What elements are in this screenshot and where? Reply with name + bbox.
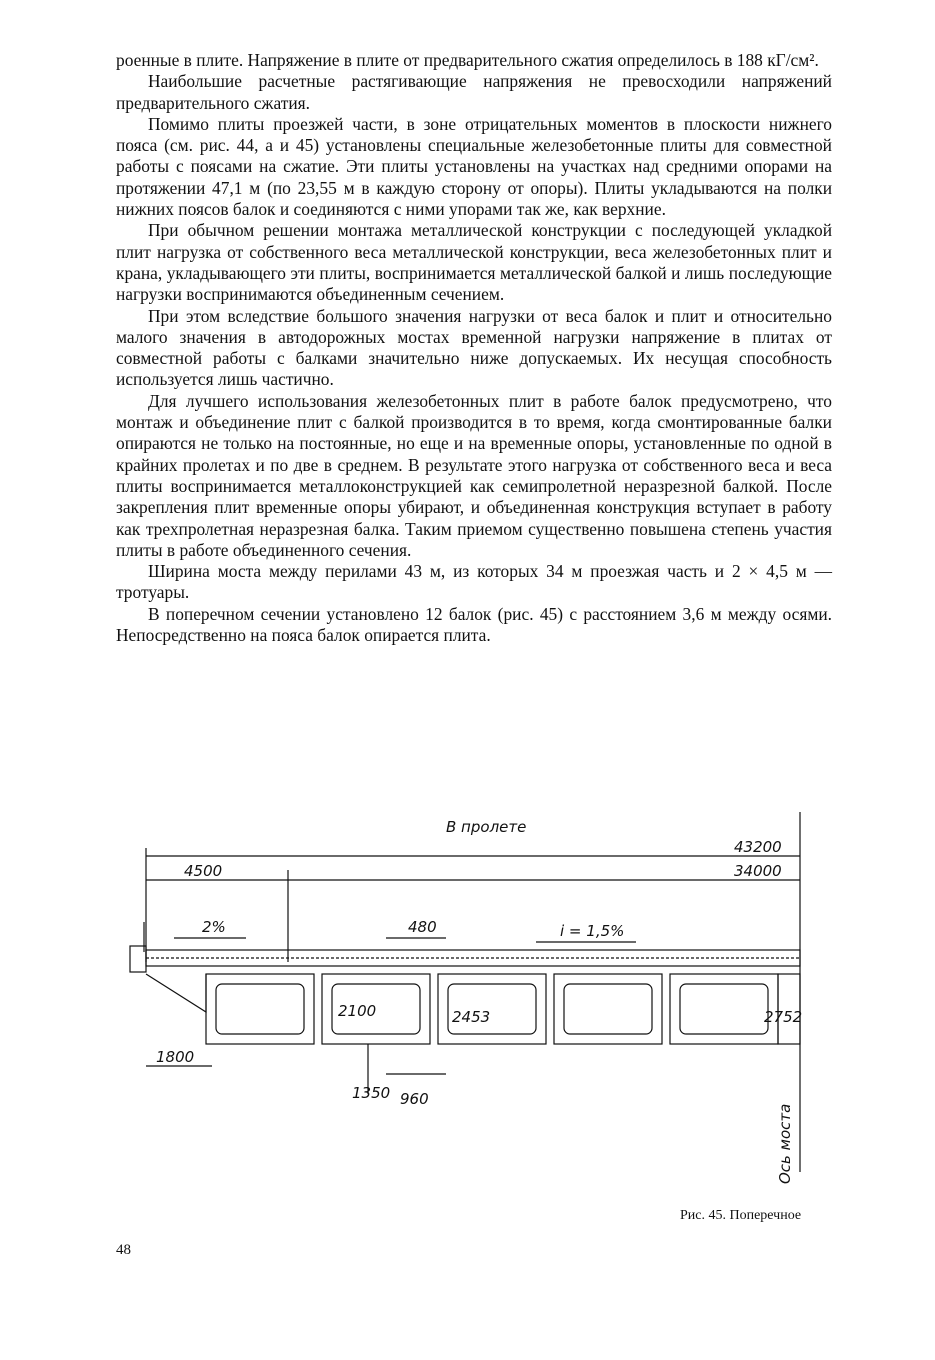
dim-2453: 2453 xyxy=(452,1008,491,1026)
paragraph: В поперечном сечении установлено 12 балок (рис. 45) с расстоянием 3,6 м между осями. Непосредственно на пояса балок опирается плита. xyxy=(116,603,832,646)
box-girder-inner xyxy=(216,984,304,1034)
cantilever-bracket xyxy=(146,974,206,1012)
paragraph: роенные в плите. Напряжение в плите от предварительного сжатия определилось в 188 кГ/см². xyxy=(116,50,819,70)
dim-sidewalk: 4500 xyxy=(184,862,223,880)
box-girder-inner xyxy=(564,984,652,1034)
cross-section-drawing xyxy=(116,812,836,1197)
paragraph: Для лучшего использования железобетонных плит в работе балок предусмотрено, что монтаж и объединение плит с балкой производится в то время, когда смонтированные балки опираются не только на постоянные, но еще и на временные опоры, установленные по одной в крайних пролетах и по две в среднем. В результате этого нагрузка от собственного веса и веса плиты воспринимается металлоконструкцией как семипролетной неразрезной балкой. После закрепления плит временные опоры убирают, и объединенная конструкция вступает в работу как трехпролетная неразрезная балка. Таким приемом существенно повышена степень участия плиты в работе объединенного сечения. xyxy=(116,390,832,560)
dim-roadway: 34000 xyxy=(734,862,782,880)
figure-caption: Рис. 45. Поперечное xyxy=(680,1208,802,1223)
page-number: 48 xyxy=(116,1242,131,1258)
dim-1350: 1350 xyxy=(352,1084,391,1102)
dim-total-width: 43200 xyxy=(734,838,782,856)
label-span: В пролете xyxy=(446,818,527,836)
dim-2752: 2752 xyxy=(764,1008,803,1026)
label-axis: Ось моста xyxy=(776,1103,794,1184)
paragraph: Помимо плиты проезжей части, в зоне отрицательных моментов в плоскости нижнего пояса (см. рис. 44, а и 45) установлены специальные железобетонные плиты для совместной работы с поясами на сжатие. Эти плиты установлены на участках над средними опорами на протяжении 47,1 м (по 23,55 м в каждую сторону от опоры). Плиты укладываются на полки нижних поясов балок и соединяются с ними упорами так же, как верхние. xyxy=(116,113,832,220)
box-girder-inner xyxy=(680,984,768,1034)
dim-slope-road: i = 1,5% xyxy=(560,922,625,940)
paragraph: При этом вследствие большого значения нагрузки от веса балок и плит и относительно малого значения в автодорожных мостах временной нагрузки напряжение в плитах от совместной работы с балками значительно ниже допускаемых. Их несущая способность используется лишь частично. xyxy=(116,305,832,390)
paragraph: При обычном решении монтажа металлической конструкции с последующей укладкой плит нагрузка от собственного веса металлической конструкции, веса железобетонных плит и крана, укладывающего эти плиты, воспринимается металлической балкой и лишь последующие нагрузки воспринимаются объединенным сечением. xyxy=(116,220,832,305)
dim-1800: 1800 xyxy=(156,1048,195,1066)
paragraph: Ширина моста между перилами 43 м, из которых 34 м проезжая часть и 2 × 4,5 м — тротуары. xyxy=(116,561,832,603)
cross-section-figure xyxy=(116,812,836,1197)
dim-2100: 2100 xyxy=(338,1002,377,1020)
paragraph: Наибольшие расчетные растягивающие напряжения не превосходили напряжений предварительного сжатия. xyxy=(116,71,832,113)
dim-slope-sidewalk: 2% xyxy=(202,918,226,936)
girder-row xyxy=(206,974,803,1044)
body-text xyxy=(116,50,832,646)
dim-960: 960 xyxy=(400,1090,429,1108)
dim-480: 480 xyxy=(408,918,437,936)
